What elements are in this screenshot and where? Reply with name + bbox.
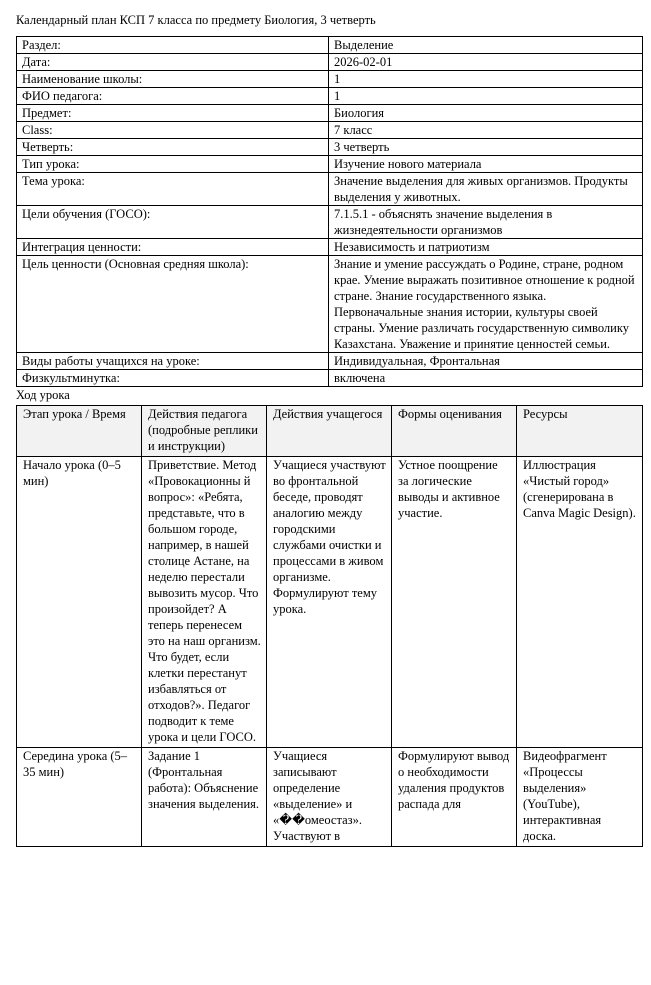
info-row bbox=[17, 88, 643, 105]
info-label: Интеграция ценности: bbox=[17, 239, 329, 256]
info-label: Цель ценности (Основная средняя школа): bbox=[17, 256, 329, 353]
info-value: Изучение нового материала bbox=[329, 156, 643, 173]
info-row bbox=[17, 239, 643, 256]
info-value: 3 четверть bbox=[329, 139, 643, 156]
info-row bbox=[17, 54, 643, 71]
document-title: Календарный план КСП 7 класса по предмету Биология, 3 четверть bbox=[16, 13, 376, 27]
resources-cell: Видеофрагмент «Процессы выделения» (YouTube), интерактивная доска. bbox=[517, 748, 643, 847]
teacher-actions-cell: Приветствие. Метод «Провокационны й вопрос»: «Ребята, представьте, что в большом городе, например, в нашей столице Астане, на неделю перестали вывозить мусор. Что произойдет? А теперь перенесем это на наш организм. Что будет, если клетки перестанут избавляться от отходов?». Педагог подводит к теме урока и цели ГОСО. bbox=[142, 457, 267, 748]
info-label: Дата: bbox=[17, 54, 329, 71]
info-label: Виды работы учащихся на уроке: bbox=[17, 353, 329, 370]
info-row bbox=[17, 173, 643, 206]
info-row bbox=[17, 256, 643, 353]
info-value: 1 bbox=[329, 71, 643, 88]
resources-cell: Иллюстрация «Чистый город» (сгенерирована в Canva Magic Design). bbox=[517, 457, 643, 748]
info-value: Знание и умение рассуждать о Родине, стране, родном крае. Умение выражать позитивное отношение к родной стране. Знание государственного языка. Первоначальные знания истории, культуры своей страны. Умение различать государственную символику Казахстана. Уважение и принятие ценностей семьи. bbox=[329, 256, 643, 353]
info-value: Индивидуальная, Фронтальная bbox=[329, 353, 643, 370]
info-row bbox=[17, 37, 643, 54]
info-label: Физкультминутка: bbox=[17, 370, 329, 387]
header-stage: Этап урока / Время bbox=[17, 406, 142, 457]
info-label: Цели обучения (ГОСО): bbox=[17, 206, 329, 239]
info-label: Предмет: bbox=[17, 105, 329, 122]
info-row bbox=[17, 71, 643, 88]
info-row bbox=[17, 122, 643, 139]
document-page bbox=[16, 12, 642, 847]
info-label: Class: bbox=[17, 122, 329, 139]
header-student-actions: Действия учащегося bbox=[267, 406, 392, 457]
lesson-progress-title: Ход урока bbox=[16, 388, 70, 402]
info-row bbox=[17, 156, 643, 173]
lesson-stage-row bbox=[17, 748, 643, 847]
info-row bbox=[17, 353, 643, 370]
info-value: 7.1.5.1 - объяснять значение выделения в жизнедеятельности организмов bbox=[329, 206, 643, 239]
header-resources: Ресурсы bbox=[517, 406, 643, 457]
assessment-cell: Устное поощрение за логические выводы и активное участие. bbox=[392, 457, 517, 748]
stage-cell: Середина урока (5–35 мин) bbox=[17, 748, 142, 847]
info-value: 7 класс bbox=[329, 122, 643, 139]
info-row bbox=[17, 139, 643, 156]
info-label: Тип урока: bbox=[17, 156, 329, 173]
header-assessment: Формы оценивания bbox=[392, 406, 517, 457]
lesson-progress-table bbox=[16, 405, 643, 847]
info-value: 1 bbox=[329, 88, 643, 105]
stage-cell: Начало урока (0–5 мин) bbox=[17, 457, 142, 748]
header-teacher-actions: Действия педагога (подробные реплики и инструкции) bbox=[142, 406, 267, 457]
info-label: ФИО педагога: bbox=[17, 88, 329, 105]
info-label: Тема урока: bbox=[17, 173, 329, 206]
lesson-info-table bbox=[16, 36, 643, 387]
assessment-cell: Формулируют вывод о необходимости удаления продуктов распада для bbox=[392, 748, 517, 847]
info-value: включена bbox=[329, 370, 643, 387]
lesson-table-header-row bbox=[17, 406, 643, 457]
info-row bbox=[17, 105, 643, 122]
student-actions-cell: Учащиеся участвуют во фронтальной беседе, проводят аналогию между городскими службами очистки и процессами в живом организме. Формулируют тему урока. bbox=[267, 457, 392, 748]
info-value: 2026-02-01 bbox=[329, 54, 643, 71]
lesson-stage-row bbox=[17, 457, 643, 748]
info-value: Биология bbox=[329, 105, 643, 122]
info-value: Независимость и патриотизм bbox=[329, 239, 643, 256]
teacher-actions-cell: Задание 1 (Фронтальная работа): Объяснение значения выделения. bbox=[142, 748, 267, 847]
info-row bbox=[17, 206, 643, 239]
info-row bbox=[17, 370, 643, 387]
info-label: Четверть: bbox=[17, 139, 329, 156]
info-label: Раздел: bbox=[17, 37, 329, 54]
info-label: Наименование школы: bbox=[17, 71, 329, 88]
info-value: Выделение bbox=[329, 37, 643, 54]
info-value: Значение выделения для живых организмов. Продукты выделения у животных. bbox=[329, 173, 643, 206]
student-actions-cell: Учащиеся записывают определение «выделение» и «��омеостаз». Участвуют в bbox=[267, 748, 392, 847]
